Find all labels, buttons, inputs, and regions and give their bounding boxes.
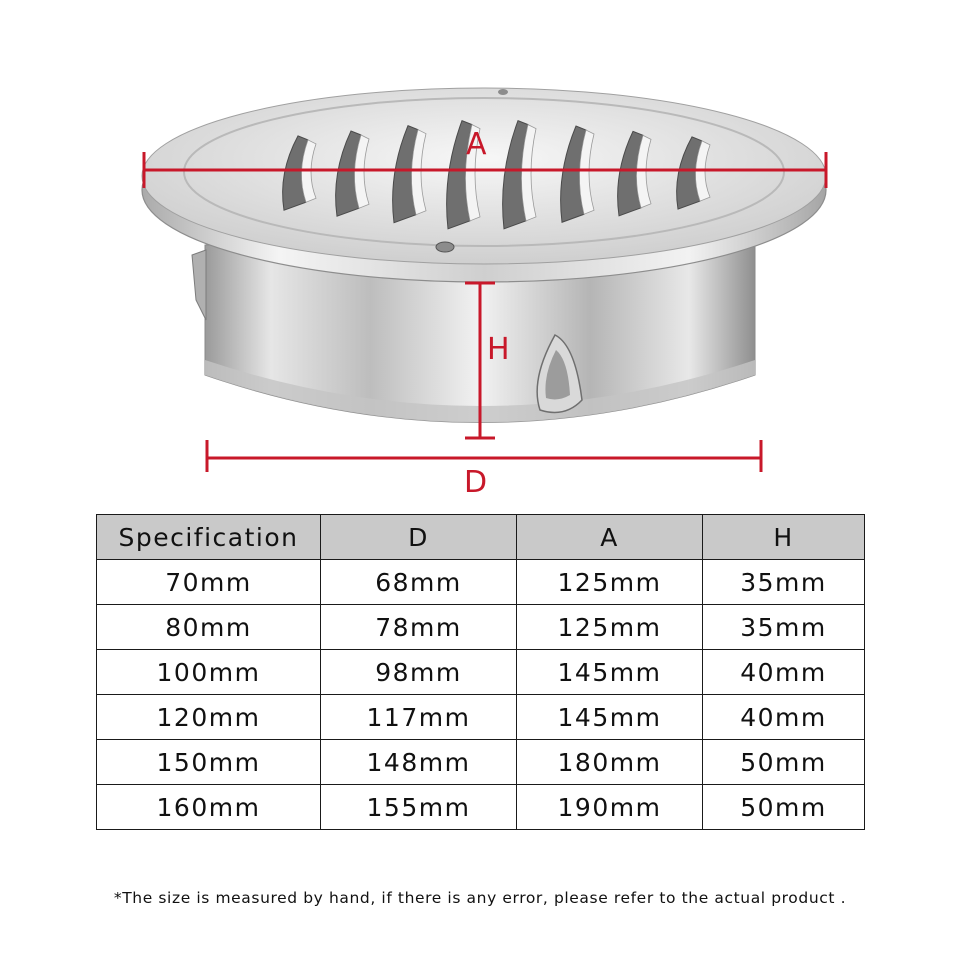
table-cell: 150mm (97, 740, 321, 785)
table-cell: 40mm (703, 650, 865, 695)
dimension-label-h: H (487, 332, 510, 367)
table-cell: 148mm (321, 740, 517, 785)
table-cell: 50mm (703, 785, 865, 830)
table-row (97, 560, 865, 605)
left-clip (192, 250, 206, 320)
table-cell: 70mm (97, 560, 321, 605)
table-cell: 155mm (321, 785, 517, 830)
table-row (97, 650, 865, 695)
table-row (97, 695, 865, 740)
table-cell: 78mm (321, 605, 517, 650)
table-cell: 35mm (703, 560, 865, 605)
table-cell: 125mm (517, 560, 703, 605)
footnote: *The size is measured by hand, if there is any error, please refer to the actual product . (113, 889, 847, 907)
table-cell: 68mm (321, 560, 517, 605)
table-cell: 145mm (517, 650, 703, 695)
header-a: A (517, 515, 703, 560)
table-cell: 160mm (97, 785, 321, 830)
header-d: D (321, 515, 517, 560)
table-row (97, 740, 865, 785)
table-cell: 120mm (97, 695, 321, 740)
table-row (97, 785, 865, 830)
specification-table (96, 514, 865, 830)
table-cell: 180mm (517, 740, 703, 785)
header-h: H (703, 515, 865, 560)
header-specification: Specification (97, 515, 321, 560)
vent-flange (142, 88, 826, 282)
table-cell: 50mm (703, 740, 865, 785)
dimension-label-d: D (464, 465, 488, 500)
table-cell: 125mm (517, 605, 703, 650)
table-cell: 35mm (703, 605, 865, 650)
table-row (97, 605, 865, 650)
table-cell: 190mm (517, 785, 703, 830)
table-cell: 98mm (321, 650, 517, 695)
dimension-label-a: A (466, 127, 487, 162)
table-cell: 40mm (703, 695, 865, 740)
table-header-row (97, 515, 865, 560)
table-cell: 117mm (321, 695, 517, 740)
table-cell: 100mm (97, 650, 321, 695)
table-cell: 145mm (517, 695, 703, 740)
table-cell: 80mm (97, 605, 321, 650)
